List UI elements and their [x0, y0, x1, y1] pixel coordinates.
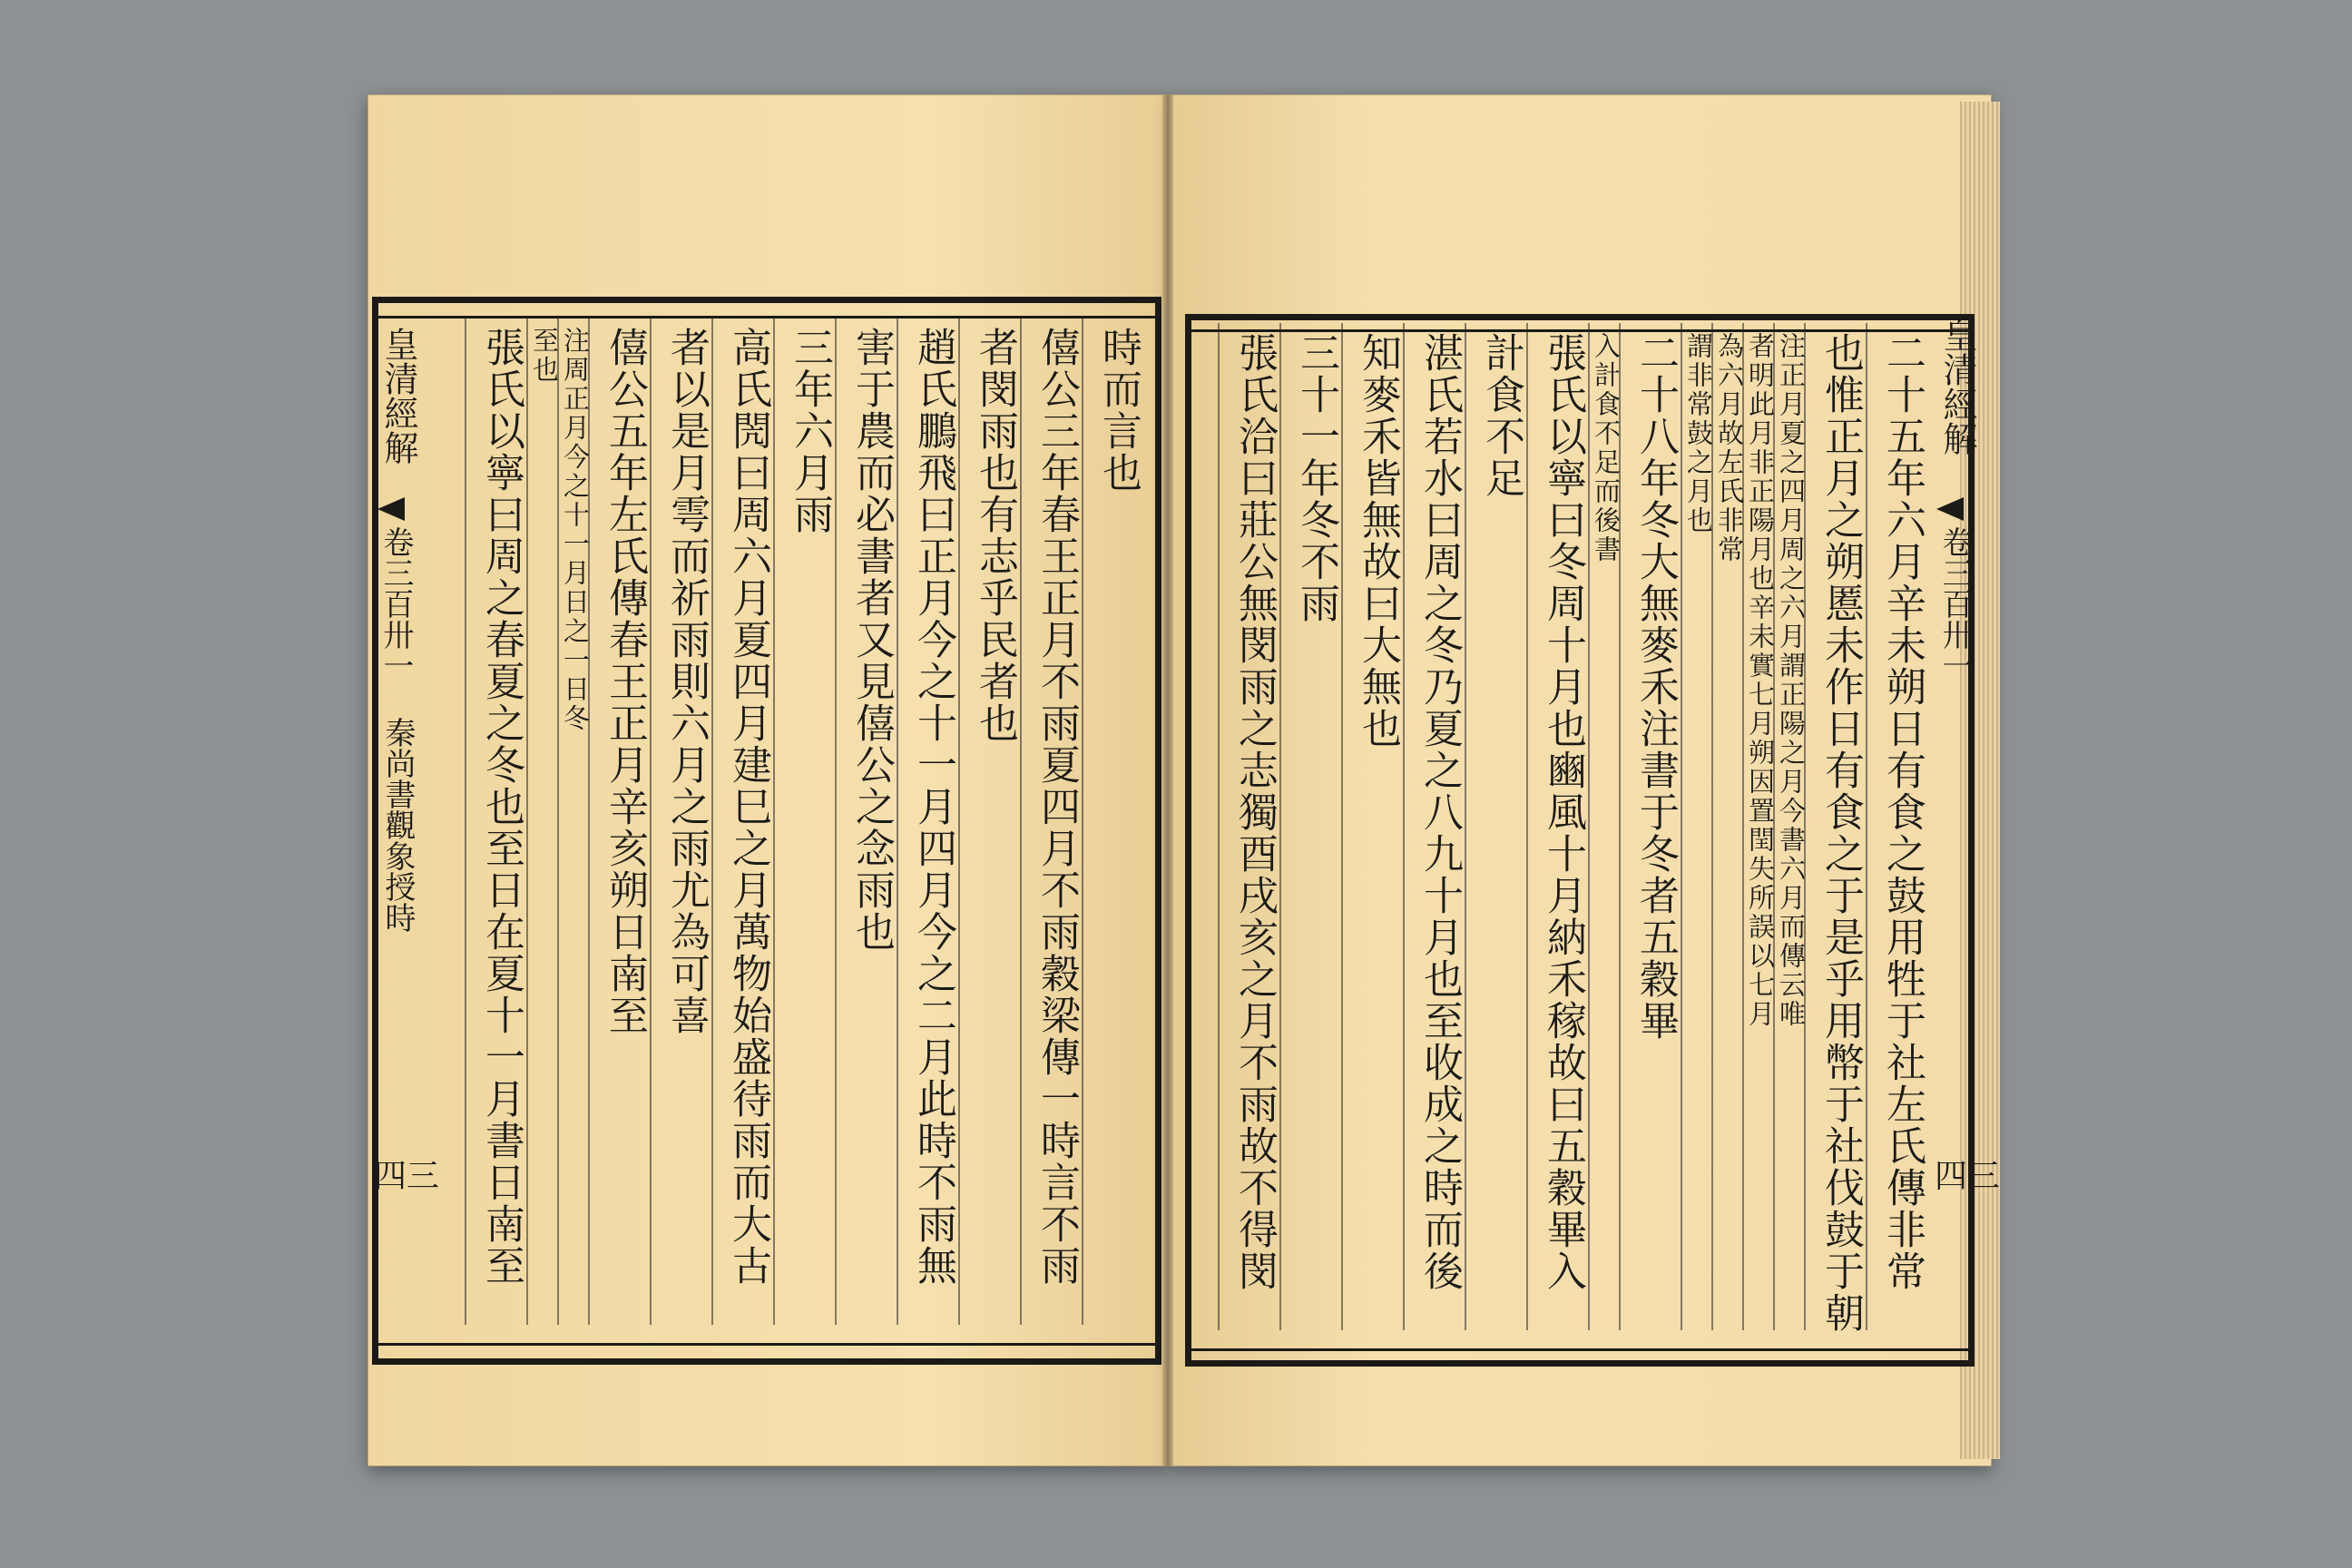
- right-margin-title: 皇清經解: [1937, 318, 1977, 456]
- text-column: 張氏以寧曰周之春夏之冬也至日在夏十一月書日南至: [478, 327, 524, 1287]
- text-column: 湛氏若水曰周之冬乃夏之八九十月也至收成之時而後: [1416, 332, 1463, 1292]
- column-rule: [465, 318, 466, 1325]
- text-column: 為六月故左氏非常: [1714, 332, 1745, 564]
- text-column: 趙氏鵬飛曰正月今之十一月四月今之二月此時不雨無: [910, 327, 956, 1287]
- text-column: 高氏閌曰周六月夏四月建巳之月萬物始盛待雨而大古: [725, 327, 771, 1287]
- text-column: 僖公三年春王正月不雨夏四月不雨穀梁傳一時言不雨: [1034, 327, 1080, 1287]
- text-column: 至也: [529, 327, 560, 385]
- right-page-number: 四三: [1935, 1158, 2001, 1195]
- text-column: 注周正月今之十一月日之一日冬: [560, 327, 591, 733]
- text-column: 僖公五年左氏傳春王正月辛亥朔日南至: [602, 327, 648, 1036]
- text-column: 計食不足: [1478, 332, 1524, 499]
- text-column: 知麥禾皆無故曰大無也: [1355, 332, 1401, 750]
- left-page-number: 四三: [374, 1158, 440, 1195]
- text-column: 三十一年冬不雨: [1293, 332, 1339, 624]
- text-column: 者閔雨也有志乎民者也: [972, 327, 1018, 744]
- text-column: 注正月夏之四月周之六月謂正陽之月今書六月而傳云唯: [1776, 332, 1807, 1029]
- text-column: 張氏以寧曰冬周十月也豳風十月納禾稼故曰五穀畢入: [1540, 332, 1586, 1292]
- left-margin-volume: 卷三百卅一: [377, 526, 414, 681]
- left-margin-title: 皇清經解: [378, 327, 418, 465]
- right-margin-volume: 卷三百卅一: [1936, 526, 1973, 681]
- text-column: 三年六月雨: [787, 327, 833, 535]
- text-column: 二十八年冬大無麥禾注書于冬者五穀畢: [1632, 332, 1679, 1042]
- text-column: 謂非常鼓之月也: [1683, 332, 1714, 535]
- text-column: 入計食不足而後書: [1591, 332, 1622, 564]
- text-column: 也惟正月之朔慝未作日有食之于是乎用幣于社伐鼓于朝: [1818, 332, 1864, 1334]
- column-rule: [1218, 323, 1220, 1330]
- left-margin-chapter: 秦尚書觀象授時: [379, 717, 416, 933]
- text-column: 張氏洽曰莊公無閔雨之志獨酉戌亥之月不雨故不得閔: [1231, 332, 1278, 1292]
- text-column: 二十五年六月辛未朔日有食之鼓用牲于社左氏傳非常: [1879, 332, 1926, 1292]
- text-column: 者以是月雩而祈雨則六月之雨尤為可喜: [663, 327, 710, 1036]
- book-gutter: [1162, 94, 1173, 1466]
- text-column: 者明此月非正陽月也辛未實七月朔因置閏失所誤以七月: [1745, 332, 1776, 1029]
- text-column: 害于農而必書者又見僖公之念雨也: [848, 327, 895, 953]
- text-column: 時而言也: [1095, 327, 1142, 494]
- column-rule: [557, 318, 559, 1325]
